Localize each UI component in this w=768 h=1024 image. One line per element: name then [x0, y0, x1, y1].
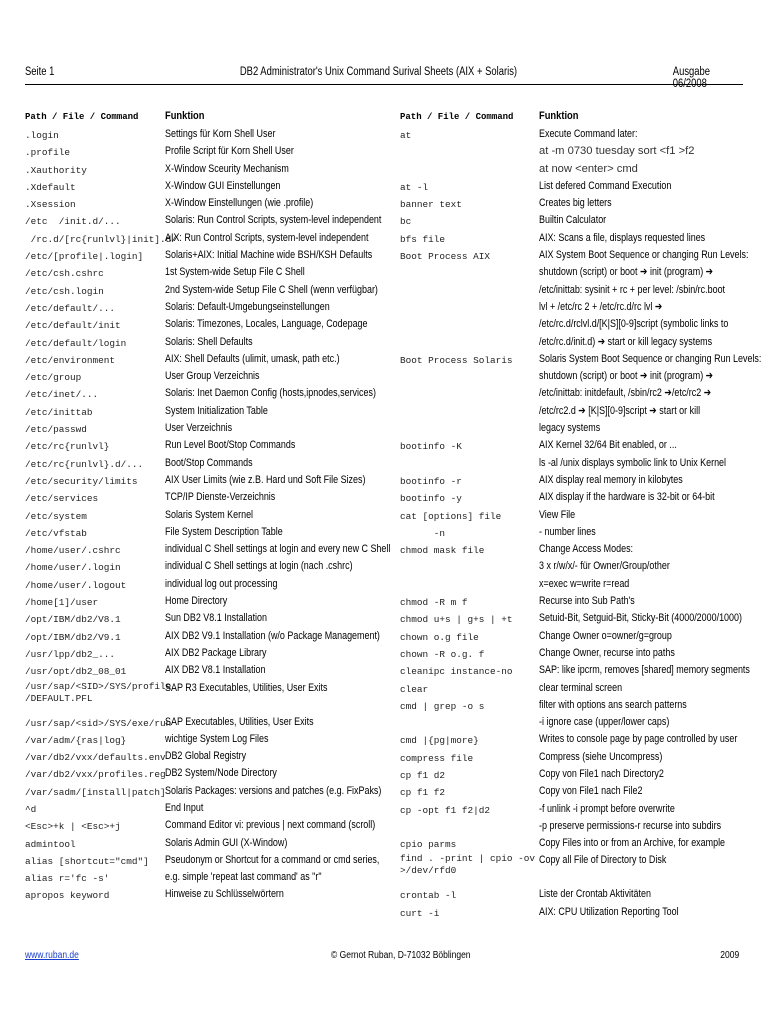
command-path: cmd |{pg|more} [400, 735, 479, 747]
command-function: /etc/rc.d/init.d) ➔ start or kill legacy systems [539, 335, 713, 348]
command-path: /etc/csh.login [25, 285, 104, 297]
command-row [400, 801, 745, 818]
command-function: Solaris: Default-Umgebungseinstellungen [165, 300, 330, 313]
command-function: List defered Command Execution [539, 179, 672, 192]
left-column [25, 110, 391, 904]
command-function: Writes to console page by page controlled by user [539, 733, 738, 746]
command-path: at [400, 130, 412, 141]
command-path: /etc/[profile|.login] [25, 251, 144, 263]
command-row [400, 524, 745, 541]
right-column [400, 110, 762, 921]
command-row [25, 800, 380, 817]
command-function: Home Directory [165, 595, 228, 608]
command-path: -n [400, 527, 446, 539]
command-function: Sun DB2 V8.1 Installation [165, 612, 267, 625]
command-path: /home/user/.login [25, 562, 121, 574]
command-path: /etc/csh.cshrc [25, 268, 104, 280]
command-function: Solaris Admin GUI (X-Window) [165, 836, 288, 849]
command-row [400, 178, 745, 195]
header-divider [25, 84, 743, 85]
command-path: admintool [25, 838, 76, 850]
command-function: Execute Command later: [539, 128, 638, 140]
command-path: /usr/sap/<SID>/SYS/profile /DEFAULT.PFL [25, 680, 172, 704]
command-path: Boot Process Solaris [400, 354, 513, 366]
page-footer [25, 950, 743, 964]
command-row [400, 697, 745, 714]
command-function: 3 x r/w/x/- für Owner/Group/other [539, 560, 670, 573]
command-row [400, 783, 745, 800]
command-function: AIX DB2 Package Library [165, 646, 267, 659]
command-function: Change Owner o=owner/g=group [539, 629, 672, 642]
command-row [400, 403, 745, 420]
command-path: cp f1 f2 [400, 787, 446, 799]
command-function: Settings für Korn Shell User [165, 128, 276, 140]
website-link[interactable]: www.ruban.de [25, 950, 79, 961]
command-path: Boot Process AIX [400, 251, 491, 263]
command-function: /etc/inittab: initdefault, /sbin/rc2 ➔/etc/rc2 ➔ [539, 387, 712, 400]
command-function: Solaris: Timezones, Locales, Language, Codepage [165, 318, 368, 331]
command-function: System Initialization Table [165, 404, 268, 417]
command-path: crontab -l [400, 890, 457, 902]
command-row [25, 368, 380, 385]
command-row [25, 403, 380, 420]
command-row [400, 610, 745, 627]
command-row [25, 420, 380, 437]
command-row [400, 143, 745, 160]
year-text: 2009 [720, 950, 740, 961]
command-function: individual C Shell settings at login and every new C Shell [165, 543, 391, 556]
command-function: Profile Script für Korn Shell User [165, 145, 294, 158]
command-row [25, 524, 380, 541]
command-function: Copy all File of Directory to Disk [539, 854, 667, 867]
command-row [25, 489, 380, 506]
command-row [400, 230, 745, 247]
command-function: AIX: Shell Defaults (ulimit, umask, path etc.) [165, 352, 340, 365]
command-row [25, 558, 380, 575]
command-function: e.g. simple 'repeat last command' as "r" [165, 871, 322, 884]
command-function: SAP: like ipcrm, removes [shared] memory segments [539, 664, 750, 677]
command-row [25, 593, 380, 610]
command-path: .login [25, 130, 59, 141]
command-row [25, 264, 380, 281]
command-path: /var/db2/vxx/profiles.reg [25, 769, 166, 781]
command-row [25, 680, 380, 714]
command-function: /etc/inittab: sysinit + rc + per level: /sbin/rc.boot [539, 283, 726, 296]
command-path: /etc/inittab [25, 406, 93, 418]
command-function: Setuid-Bit, Setguid-Bit, Sticky-Bit (4000/2000/1000) [539, 612, 742, 625]
command-function: AIX DB2 V9.1 Installation (w/o Package Management) [165, 629, 380, 642]
command-function: wichtige System Log Files [165, 732, 269, 745]
command-function: Liste der Crontab Aktivitäten [539, 888, 651, 901]
command-function: User Verzeichnis [165, 422, 233, 435]
command-row [400, 316, 745, 333]
command-path: .Xdefault [25, 181, 76, 193]
command-row [25, 316, 380, 333]
path-header: Path / File / Command [25, 112, 139, 122]
command-path: /etc/default/... [25, 302, 116, 314]
command-row [25, 212, 380, 229]
command-path: bfs file [400, 233, 446, 245]
command-path: /var/adm/{ras|log} [25, 734, 127, 746]
command-path: /etc/system [25, 510, 87, 522]
command-row [25, 628, 380, 645]
command-row [25, 835, 380, 852]
command-row [25, 143, 380, 160]
command-row [25, 748, 380, 765]
command-path: bootinfo -K [400, 441, 462, 453]
command-function: Copy Files into or from an Archive, for example [539, 837, 726, 850]
command-function: Recurse into Sub Path's [539, 595, 635, 608]
command-path: /etc/rc{runlvl} [25, 441, 110, 453]
command-function: Solaris System Boot Sequence or changing Run Levels: [539, 352, 762, 365]
command-function: at now <enter> cmd [539, 162, 638, 175]
command-path: /etc/services [25, 493, 99, 505]
command-function: End Input [165, 801, 204, 814]
command-row [25, 334, 380, 351]
command-function: User Group Verzeichnis [165, 370, 260, 383]
command-function: individual C Shell settings at login (nach .cshrc) [165, 560, 353, 573]
command-row [25, 385, 380, 402]
command-path: clear [400, 683, 429, 695]
path-header: Path / File / Command [400, 112, 514, 122]
command-path: /etc/rc{runlvl}.d/... [25, 458, 144, 470]
command-function: SAP Executables, Utilities, User Exits [165, 715, 314, 728]
command-path: /usr/lpp/db2_... [25, 648, 116, 660]
command-function: AIX DB2 V8.1 Installation [165, 664, 266, 677]
right-column-header [400, 110, 745, 126]
command-row [400, 766, 745, 783]
command-row [25, 247, 380, 264]
command-path: bc [400, 216, 412, 228]
command-row [400, 247, 749, 264]
command-function: Solaris: Run Control Scripts, system-level independent [165, 214, 382, 227]
command-row [25, 455, 380, 472]
command-function: individual log out processing [165, 577, 278, 590]
command-path: chown o.g file [400, 631, 479, 643]
command-function: AIX: Scans a file, displays requested lines [539, 231, 706, 244]
command-row [400, 455, 745, 472]
command-path: /etc/vfstab [25, 527, 87, 539]
command-function: Solaris: Inet Daemon Config (hosts,ipnodes,services) [165, 387, 376, 400]
command-path: /usr/sap/<sid>/SYS/exe/run [25, 717, 172, 729]
command-function: Solaris System Kernel [165, 508, 254, 521]
command-path: banner text [400, 199, 462, 211]
command-path: chmod -R m f [400, 597, 468, 609]
right-rows [400, 126, 762, 921]
command-function: 2nd System-wide Setup File C Shell (wenn verfügbar) [165, 283, 378, 296]
command-row [25, 195, 380, 212]
command-path: ^d [25, 803, 37, 815]
function-header: Funktion [539, 110, 579, 122]
command-row [25, 282, 380, 299]
page-label: Seite 1 [25, 66, 55, 78]
command-function: Solaris: Shell Defaults [165, 335, 253, 348]
command-row [400, 264, 745, 281]
command-path: alias r='fc -s' [25, 873, 110, 885]
command-path: chown -R o.g. f [400, 648, 485, 660]
command-row [400, 437, 745, 454]
command-path: compress file [400, 752, 474, 764]
command-path: /opt/IBM/db2/V8.1 [25, 614, 121, 626]
command-row [400, 645, 745, 662]
command-row [25, 765, 380, 782]
command-function: Change Access Modes: [539, 543, 634, 556]
command-row [400, 818, 745, 835]
command-path: /var/db2/vxx/defaults.env [25, 752, 166, 764]
left-rows [25, 126, 391, 904]
command-function: Copy von File1 nach File2 [539, 785, 643, 798]
command-row [400, 714, 745, 731]
command-row [25, 299, 380, 316]
command-path: chmod u+s | g+s | +t [400, 614, 513, 626]
command-function: at -m 0730 tuesday sort <f1 >f2 [539, 145, 695, 158]
command-function: Solaris Packages: versions and patches (e.g. FixPaks) [165, 784, 382, 797]
command-path: at -l [400, 181, 429, 193]
command-function: AIX display real memory in kilobytes [539, 473, 683, 486]
command-path: /var/sadm/[install|patch] [25, 786, 166, 798]
command-path: /home/user/.cshrc [25, 545, 121, 557]
function-header: Funktion [165, 110, 205, 122]
command-row [25, 576, 380, 593]
command-row [25, 161, 380, 178]
command-row [400, 299, 745, 316]
command-function: clear terminal screen [539, 681, 623, 694]
command-row [400, 126, 745, 143]
command-function: filter with options ans search patterns [539, 698, 687, 711]
command-function: /etc/rc.d/rclvl.d/[K|S][0-9]script (symbolic links to [539, 318, 729, 331]
command-row [400, 195, 745, 212]
command-function: DB2 System/Node Directory [165, 767, 277, 780]
command-row [25, 852, 380, 869]
command-path: bootinfo -y [400, 493, 462, 505]
command-path: .Xsession [25, 199, 76, 211]
command-row [400, 282, 745, 299]
command-row [400, 334, 745, 351]
command-row [400, 680, 745, 697]
command-path: /home[1]/user [25, 597, 99, 609]
left-column-header [25, 110, 380, 126]
command-row [400, 507, 745, 524]
command-function: AIX: CPU Utilization Reporting Tool [539, 905, 679, 918]
command-row [25, 507, 380, 524]
command-path: cp -opt f1 f2|d2 [400, 804, 491, 816]
command-row [25, 126, 380, 143]
command-function: Run Level Boot/Stop Commands [165, 439, 296, 452]
command-function: SAP R3 Executables, Utilities, User Exits [165, 681, 328, 694]
command-path: alias [shortcut="cmd"] [25, 855, 149, 867]
command-function: Compress (siehe Uncompress) [539, 750, 663, 763]
command-row [400, 420, 745, 437]
command-path: /etc/group [25, 372, 82, 384]
command-row [400, 852, 745, 886]
command-function: shutdown (script) or boot ➔ init (program) ➔ [539, 370, 714, 383]
command-row [400, 351, 762, 368]
command-path: apropos keyword [25, 890, 110, 902]
command-function: AIX System Boot Sequence or changing Run Levels: [539, 249, 749, 262]
command-row [25, 610, 380, 627]
command-row [25, 731, 380, 748]
command-function: AIX display if the hardware is 32-bit or 64-bit [539, 491, 715, 504]
command-function: Pseudonym or Shortcut for a command or cmd series, [165, 853, 380, 866]
command-function: File System Description Table [165, 525, 283, 538]
command-path: cmd | grep -o s [400, 700, 485, 712]
command-path: chmod mask file [400, 545, 485, 557]
command-path: .Xauthority [25, 164, 87, 176]
command-function: 1st System-wide Setup File C Shell [165, 266, 305, 279]
command-function: Solaris+AIX: Initial Machine wide BSH/KSH Defaults [165, 249, 373, 262]
command-function: Builtin Calculator [539, 214, 607, 227]
command-row [25, 230, 380, 247]
command-function: ls -al /unix displays symbolic link to Unix Kernel [539, 456, 727, 469]
command-path: /opt/IBM/db2/V9.1 [25, 631, 121, 643]
command-row [400, 161, 745, 178]
command-row [400, 593, 745, 610]
command-path: cat [options] file [400, 510, 502, 522]
command-path: /etc /init.d/... [25, 216, 121, 228]
command-path: /usr/opt/db2_08_01 [25, 666, 127, 678]
command-path: /etc/inet/... [25, 389, 99, 401]
command-row [400, 472, 745, 489]
command-row [400, 749, 745, 766]
command-function: shutdown (script) or boot ➔ init (program) ➔ [539, 266, 714, 279]
command-path: /etc/default/login [25, 337, 127, 349]
command-row [400, 731, 745, 748]
command-function: Command Editor vi: previous | next command (scroll) [165, 819, 376, 832]
command-function: View File [539, 508, 576, 521]
command-row [400, 558, 745, 575]
command-function: X-Window Sceurity Mechanism [165, 162, 289, 175]
command-row [25, 817, 380, 834]
command-path: cleanipc instance-no [400, 666, 513, 678]
edition-label: Ausgabe 06/2008 [672, 66, 711, 90]
command-function: - number lines [539, 525, 596, 538]
command-function: DB2 Global Registry [165, 750, 247, 763]
command-row [25, 437, 380, 454]
command-function: lvl + /etc/rc 2 + /etc/rc.d/rc lvl ➔ [539, 300, 663, 313]
command-row [400, 628, 745, 645]
command-row [400, 368, 745, 385]
command-row [25, 662, 380, 679]
command-path: /etc/default/init [25, 320, 121, 332]
command-row [400, 212, 745, 229]
command-function: /etc/rc2.d ➔ [K|S][0-9]script ➔ start or kill [539, 404, 701, 417]
command-row [25, 645, 380, 662]
command-path: curt -i [400, 907, 440, 919]
command-path: cpio parms [400, 839, 457, 851]
command-function: x=exec w=write r=read [539, 577, 630, 590]
command-function: TCP/IP Dienste-Verzeichnis [165, 491, 276, 504]
command-function: X-Window Einstellungen (wie .profile) [165, 197, 314, 210]
command-function: -p preserve permissions-r recurse into subdirs [539, 819, 722, 832]
command-function: Hinweise zu Schlüsselwörtern [165, 888, 284, 901]
command-path: <Esc>+k | <Esc>+j [25, 821, 121, 833]
command-function: AIX: Run Control Scripts, system-level independent [165, 231, 369, 244]
command-path: /etc/passwd [25, 424, 87, 436]
command-function: AIX Kernel 32/64 Bit enabled, or ... [539, 439, 677, 452]
command-function: X-Window GUI Einstellungen [165, 179, 281, 192]
command-path: .profile [25, 147, 71, 159]
command-row [400, 385, 745, 402]
command-row [400, 541, 745, 558]
command-function: Creates big letters [539, 197, 612, 210]
command-function: AIX User Limits (wie z.B. Hard und Soft File Sizes) [165, 473, 366, 486]
command-path: /etc/security/limits [25, 475, 138, 487]
command-function: Change Owner, recurse into paths [539, 646, 675, 659]
command-row [25, 783, 380, 800]
command-row [400, 576, 745, 593]
copyright-text: © Gernot Ruban, D-71032 Böblingen [331, 950, 471, 961]
command-function: Boot/Stop Commands [165, 456, 253, 469]
command-row [400, 904, 745, 921]
command-row [25, 178, 380, 195]
command-path: find . -print | cpio -ov >/dev/rfd0 [400, 853, 536, 877]
command-row [25, 351, 380, 368]
command-function: Copy von File1 nach Directory2 [539, 767, 664, 780]
command-path: /home/user/.logout [25, 579, 127, 591]
command-row [400, 489, 745, 506]
command-path: /rc.d/[rc{runlvl}|init].d/ [25, 233, 177, 245]
command-row [25, 714, 380, 731]
command-row [25, 472, 380, 489]
command-row [400, 662, 750, 679]
command-path: /etc/environment [25, 354, 116, 366]
command-function: -i ignore case (upper/lower caps) [539, 716, 670, 729]
command-row [400, 835, 745, 852]
page-header [25, 66, 747, 90]
command-row [25, 886, 380, 903]
command-row [400, 886, 745, 903]
command-function: legacy systems [539, 422, 601, 435]
command-path: bootinfo -r [400, 475, 462, 487]
command-row [25, 541, 391, 558]
command-row [25, 869, 380, 886]
command-function: -f unlink -i prompt before overwrite [539, 802, 675, 815]
command-path: cp f1 d2 [400, 769, 446, 781]
document-title: DB2 Administrator's Unix Command Surival Sheets (AIX + Solaris) [239, 66, 518, 78]
